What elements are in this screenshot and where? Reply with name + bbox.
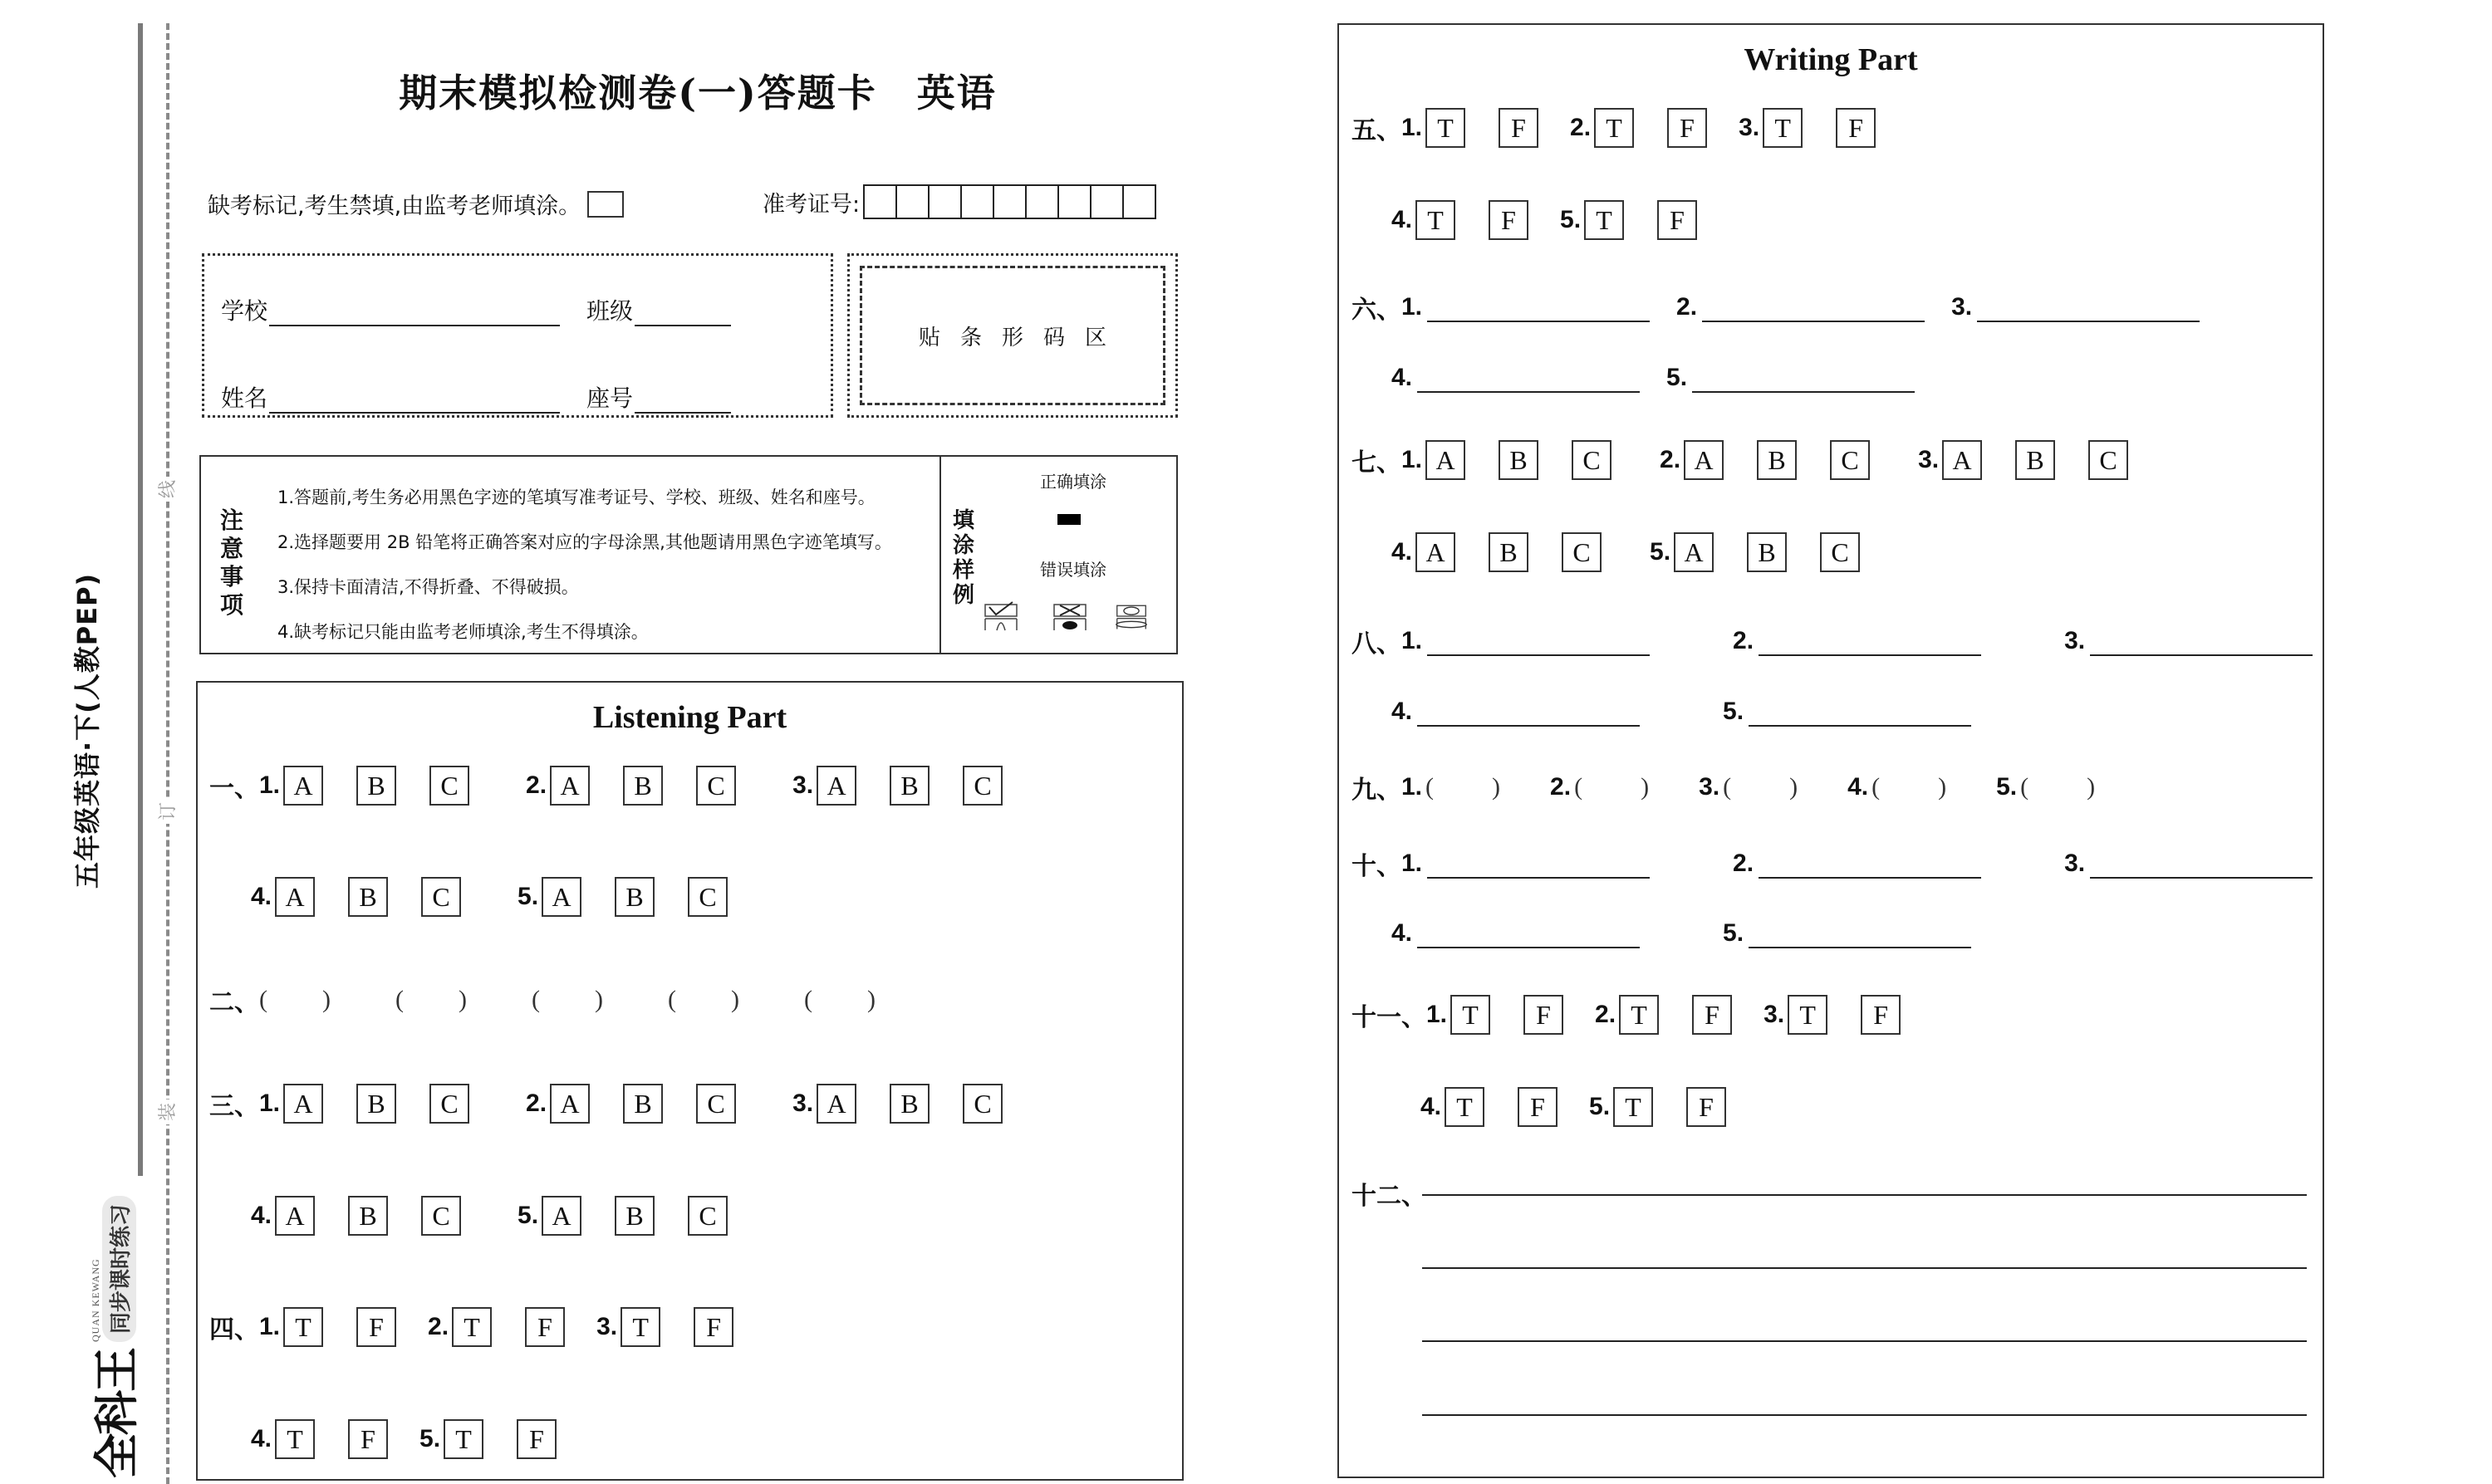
exam-id-cell[interactable] (897, 186, 930, 218)
option-a[interactable]: A (817, 1084, 856, 1124)
question-number: 3. (1951, 293, 1973, 321)
option-t[interactable]: T (1415, 200, 1455, 240)
question-number: 3. (596, 1313, 618, 1340)
listening-s4-row1 (209, 1307, 733, 1347)
option-t[interactable]: T (1619, 995, 1659, 1035)
page-title: 期末模拟检测卷(一)答题卡 英语 (399, 71, 997, 115)
option-b[interactable]: B (1757, 440, 1797, 480)
option-t[interactable]: T (1584, 200, 1624, 240)
name-field (221, 380, 560, 414)
essay-line[interactable] (1422, 1414, 2307, 1416)
exam-id-cell[interactable] (1124, 186, 1155, 218)
question-number: 4. (1420, 1093, 1442, 1120)
option-c[interactable]: C (1562, 532, 1602, 572)
option-f[interactable]: F (1686, 1087, 1726, 1127)
fill-sample-heading: 填涂样例 (952, 508, 974, 608)
writing-s7-row2 (1391, 532, 1860, 572)
option-a[interactable]: A (542, 877, 581, 917)
question-number: 4. (251, 883, 272, 910)
publisher-logo (71, 1171, 155, 1478)
writing-title: Writing Part (1744, 42, 1918, 77)
seat-label: 座号 (586, 384, 634, 412)
essay-line[interactable] (1422, 1267, 2307, 1269)
answer-blank[interactable] (1417, 697, 1640, 727)
answer-blank[interactable] (1427, 292, 1650, 322)
answer-blank[interactable] (1417, 363, 1640, 393)
question-number: 4. (1391, 698, 1413, 725)
exam-id-cell[interactable] (1091, 186, 1124, 218)
writing-s11-row2 (1420, 1087, 1726, 1127)
option-f[interactable]: F (356, 1307, 396, 1347)
question-number: 1. (1426, 1001, 1448, 1028)
exam-id-cell[interactable] (865, 186, 897, 218)
option-a[interactable]: A (1415, 532, 1455, 572)
listening-s4-row2 (251, 1419, 557, 1459)
logo-pinyin: QUAN KEWANG (90, 1258, 101, 1342)
binding-solid-line (138, 23, 143, 1176)
exam-id-label: 准考证号: (763, 191, 861, 218)
note-item: 4.缺考标记只能由监考老师填涂,考生不得填涂。 (277, 622, 649, 642)
option-b[interactable]: B (1747, 532, 1787, 572)
exam-id-cell[interactable] (994, 186, 1027, 218)
writing-s6-row1 (1351, 289, 2200, 326)
writing-s5-row2 (1391, 200, 1697, 240)
question-number: 1. (1401, 627, 1423, 654)
option-t[interactable]: T (1445, 1087, 1484, 1127)
question-number: 1. (1401, 850, 1423, 877)
option-a[interactable]: A (283, 766, 323, 806)
question-number: 1. (259, 1090, 281, 1117)
answer-blank[interactable] (1759, 626, 1981, 656)
listening-s1-row1 (209, 766, 1003, 806)
question-number: 5. (1560, 206, 1582, 233)
section-label: 三、 (209, 1093, 259, 1120)
option-a[interactable]: A (1674, 532, 1714, 572)
option-t[interactable]: T (1788, 995, 1827, 1035)
section-label: 二、 (209, 989, 259, 1016)
writing-s12-label-row (1351, 1175, 1426, 1212)
section-label: 五、 (1351, 117, 1401, 144)
seat-input[interactable] (635, 387, 731, 414)
answer-blank[interactable] (1749, 697, 1971, 727)
option-t[interactable]: T (452, 1307, 492, 1347)
writing-s8-row1 (1351, 623, 2313, 659)
option-b[interactable]: B (890, 1084, 930, 1124)
option-f[interactable]: F (1657, 200, 1697, 240)
option-c[interactable]: C (1572, 440, 1611, 480)
option-c[interactable]: C (421, 877, 461, 917)
option-f[interactable]: F (1518, 1087, 1558, 1127)
cut-label-bind: 装 (155, 1100, 183, 1124)
question-number: 3. (1764, 1001, 1785, 1028)
option-t[interactable]: T (1594, 108, 1634, 148)
question-number: 2. (526, 1090, 547, 1117)
writing-s5-row1 (1351, 108, 1876, 148)
question-number: 5. (518, 1202, 539, 1229)
question-number: 2. (1550, 773, 1572, 801)
name-input[interactable] (269, 387, 560, 414)
section-label: 九、 (1351, 776, 1401, 804)
option-t[interactable]: T (275, 1419, 315, 1459)
answer-blank[interactable] (1759, 849, 1981, 879)
option-b[interactable]: B (615, 877, 655, 917)
writing-s10-row2 (1391, 918, 1971, 948)
notes-list (277, 475, 892, 654)
essay-line[interactable] (1422, 1340, 2307, 1342)
class-label: 班级 (586, 297, 634, 325)
listening-s1-row2 (251, 877, 728, 917)
question-number: 3. (2064, 850, 2086, 877)
answer-paren[interactable]: ( ) (804, 986, 876, 1013)
question-number: 3. (1918, 446, 1940, 473)
question-number: 2. (1595, 1001, 1616, 1028)
answer-paren[interactable]: ( ) (259, 986, 331, 1013)
exam-id-row (763, 184, 1156, 219)
option-a[interactable]: A (283, 1084, 323, 1124)
option-c[interactable]: C (963, 766, 1003, 806)
note-item: 3.保持卡面清洁,不得折叠、不得破损。 (277, 577, 579, 597)
question-number: 3. (792, 1090, 814, 1117)
option-t[interactable]: T (283, 1307, 323, 1347)
option-f[interactable]: F (348, 1419, 388, 1459)
class-field (586, 293, 731, 326)
question-number: 4. (251, 1425, 272, 1452)
wrong-circle-sample-icon (1115, 600, 1148, 632)
note-item: 2.选择题要用 2B 铅笔将正确答案对应的字母涂黑,其他题请用黑色字迹笔填写。 (277, 532, 892, 552)
option-b[interactable]: B (615, 1196, 655, 1236)
absent-mark-checkbox[interactable] (587, 191, 624, 218)
option-c[interactable]: C (429, 766, 469, 806)
question-number: 1. (259, 771, 281, 799)
option-c[interactable]: C (2088, 440, 2128, 480)
section-label: 七、 (1351, 449, 1401, 477)
option-b[interactable]: B (1489, 532, 1528, 572)
option-f[interactable]: F (525, 1307, 565, 1347)
option-a[interactable]: A (1425, 440, 1465, 480)
writing-s10-row1 (1351, 845, 2313, 882)
option-c[interactable]: C (696, 1084, 736, 1124)
section-label: 十一、 (1351, 1004, 1426, 1031)
option-t[interactable]: T (444, 1419, 483, 1459)
option-t[interactable]: T (1613, 1087, 1653, 1127)
question-number: 3. (2064, 627, 2086, 654)
cut-label-line: 线 (155, 477, 183, 502)
option-a[interactable]: A (817, 766, 856, 806)
writing-panel (1337, 23, 2324, 1478)
answer-paren[interactable]: ( ) (395, 986, 467, 1013)
question-number: 3. (1739, 114, 1760, 141)
question-number: 5. (1996, 773, 2018, 801)
section-label: 十二、 (1351, 1183, 1426, 1210)
option-f[interactable]: F (1861, 995, 1901, 1035)
option-c[interactable]: C (421, 1196, 461, 1236)
option-f[interactable]: F (1692, 995, 1732, 1035)
option-b[interactable]: B (356, 766, 396, 806)
wrong-cross-sample-icon (1053, 600, 1087, 632)
option-b[interactable]: B (623, 766, 663, 806)
answer-paren[interactable]: ( ) (1425, 773, 1501, 801)
wrong-check-sample-icon (984, 600, 1018, 632)
option-b[interactable]: B (2015, 440, 2055, 480)
answer-blank[interactable] (1702, 292, 1925, 322)
name-label: 姓名 (221, 384, 268, 412)
question-number: 5. (1666, 364, 1688, 391)
option-a[interactable]: A (275, 1196, 315, 1236)
question-number: 5. (1723, 919, 1744, 947)
writing-s6-row2 (1391, 363, 1915, 393)
option-a[interactable]: A (542, 1196, 581, 1236)
question-number: 2. (1676, 293, 1698, 321)
option-f[interactable]: F (1523, 995, 1563, 1035)
answer-paren[interactable]: ( ) (668, 986, 739, 1013)
wrong-fill-label: 错误填涂 (1040, 560, 1106, 580)
answer-paren[interactable]: ( ) (1871, 773, 1947, 801)
option-c[interactable]: C (688, 877, 728, 917)
option-c[interactable]: C (429, 1084, 469, 1124)
school-input[interactable] (269, 300, 560, 326)
option-a[interactable]: A (1942, 440, 1982, 480)
absent-mark-row (208, 188, 624, 220)
option-f[interactable]: F (1489, 200, 1528, 240)
option-b[interactable]: B (1499, 440, 1538, 480)
option-b[interactable]: B (356, 1084, 396, 1124)
section-label: 八、 (1351, 630, 1401, 658)
question-number: 2. (1660, 446, 1681, 473)
writing-s9-row (1351, 769, 2095, 806)
correct-fill-sample-icon (1057, 514, 1081, 525)
class-input[interactable] (635, 300, 731, 326)
option-f[interactable]: F (517, 1419, 557, 1459)
notes-box (199, 455, 1178, 654)
note-item: 1.答题前,考生务必用黑色字迹的笔填写准考证号、学校、班级、姓名和座号。 (277, 487, 876, 507)
section-label: 一、 (209, 775, 259, 802)
question-number: 2. (1570, 114, 1592, 141)
question-number: 4. (1847, 773, 1869, 801)
question-number: 4. (1391, 538, 1413, 566)
binding-cut-line (166, 23, 169, 1484)
barcode-area (847, 253, 1178, 418)
answer-blank[interactable] (1417, 918, 1640, 948)
question-number: 3. (1699, 773, 1720, 801)
option-t[interactable]: T (1425, 108, 1465, 148)
option-b[interactable]: B (348, 1196, 388, 1236)
listening-title: Listening Part (592, 700, 787, 735)
option-a[interactable]: A (550, 1084, 590, 1124)
school-label: 学校 (221, 297, 268, 325)
question-number: 5. (1650, 538, 1671, 566)
option-t[interactable]: T (621, 1307, 660, 1347)
option-f[interactable]: F (694, 1307, 733, 1347)
question-number: 4. (1391, 206, 1413, 233)
exam-id-cell[interactable] (962, 186, 994, 218)
question-number: 2. (1733, 627, 1754, 654)
seat-field (586, 380, 731, 414)
option-c[interactable]: C (1820, 532, 1860, 572)
option-a[interactable]: A (275, 877, 315, 917)
question-number: 5. (1723, 698, 1744, 725)
answer-paren[interactable]: ( ) (2020, 773, 2096, 801)
answer-blank[interactable] (2090, 626, 2313, 656)
logo-brand: 全科王 (89, 1349, 143, 1478)
listening-s3-row1 (209, 1084, 1003, 1124)
answer-blank[interactable] (1427, 626, 1650, 656)
question-number: 1. (1401, 114, 1423, 141)
question-number: 4. (1391, 919, 1413, 947)
notes-heading: 注意事项 (219, 507, 243, 619)
option-f[interactable]: F (1836, 108, 1876, 148)
exam-id-cell[interactable] (930, 186, 962, 218)
side-book-title: 五年级英语·下(人教PEP) (71, 572, 103, 889)
exam-id-input[interactable] (863, 184, 1156, 219)
answer-paren[interactable]: ( ) (532, 986, 603, 1013)
option-b[interactable]: B (623, 1084, 663, 1124)
answer-blank[interactable] (1977, 292, 2200, 322)
answer-paren[interactable]: ( ) (1723, 773, 1798, 801)
cut-label-order: 订 (155, 799, 183, 824)
barcode-label: 贴条形码区 (860, 266, 1165, 405)
student-info-box (202, 253, 833, 418)
question-number: 2. (428, 1313, 449, 1340)
option-t[interactable]: T (1450, 995, 1490, 1035)
option-a[interactable]: A (1684, 440, 1724, 480)
essay-line[interactable] (1422, 1194, 2307, 1196)
question-number: 5. (518, 883, 539, 910)
option-f[interactable]: F (1667, 108, 1707, 148)
question-number: 4. (1391, 364, 1413, 391)
option-c[interactable]: C (688, 1196, 728, 1236)
question-number: 1. (1401, 773, 1423, 801)
question-number: 2. (526, 771, 547, 799)
question-number: 1. (1401, 446, 1423, 473)
question-number: 5. (1589, 1093, 1611, 1120)
option-t[interactable]: T (1763, 108, 1803, 148)
question-number: 1. (259, 1313, 281, 1340)
question-number: 1. (1401, 293, 1423, 321)
option-b[interactable]: B (348, 877, 388, 917)
exam-id-cell[interactable] (1059, 186, 1091, 218)
question-number: 2. (1733, 850, 1754, 877)
listening-s3-row2 (251, 1196, 728, 1236)
question-number: 4. (251, 1202, 272, 1229)
writing-s7-row1 (1351, 440, 2128, 480)
exam-id-cell[interactable] (1027, 186, 1059, 218)
section-label: 十、 (1351, 853, 1401, 880)
writing-s11-row1 (1351, 995, 1901, 1035)
option-c[interactable]: C (1830, 440, 1870, 480)
writing-s8-row2 (1391, 697, 1971, 727)
notes-divider (939, 457, 941, 653)
option-c[interactable]: C (963, 1084, 1003, 1124)
answer-paren[interactable]: ( ) (1574, 773, 1650, 801)
option-f[interactable]: F (1499, 108, 1538, 148)
question-number: 5. (419, 1425, 441, 1452)
question-number: 3. (792, 771, 814, 799)
listening-s2-row (209, 982, 876, 1018)
option-a[interactable]: A (550, 766, 590, 806)
section-label: 六、 (1351, 296, 1401, 324)
absent-mark-label: 缺考标记,考生禁填,由监考老师填涂。 (208, 193, 581, 219)
correct-fill-label: 正确填涂 (1040, 472, 1106, 492)
answer-blank[interactable] (1749, 918, 1971, 948)
answer-blank[interactable] (1427, 849, 1650, 879)
section-label: 四、 (209, 1316, 259, 1344)
answer-blank[interactable] (1692, 363, 1915, 393)
school-field (221, 293, 560, 326)
option-c[interactable]: C (696, 766, 736, 806)
answer-blank[interactable] (2090, 849, 2313, 879)
option-b[interactable]: B (890, 766, 930, 806)
logo-slogan: 同步课时练习 (102, 1196, 136, 1342)
